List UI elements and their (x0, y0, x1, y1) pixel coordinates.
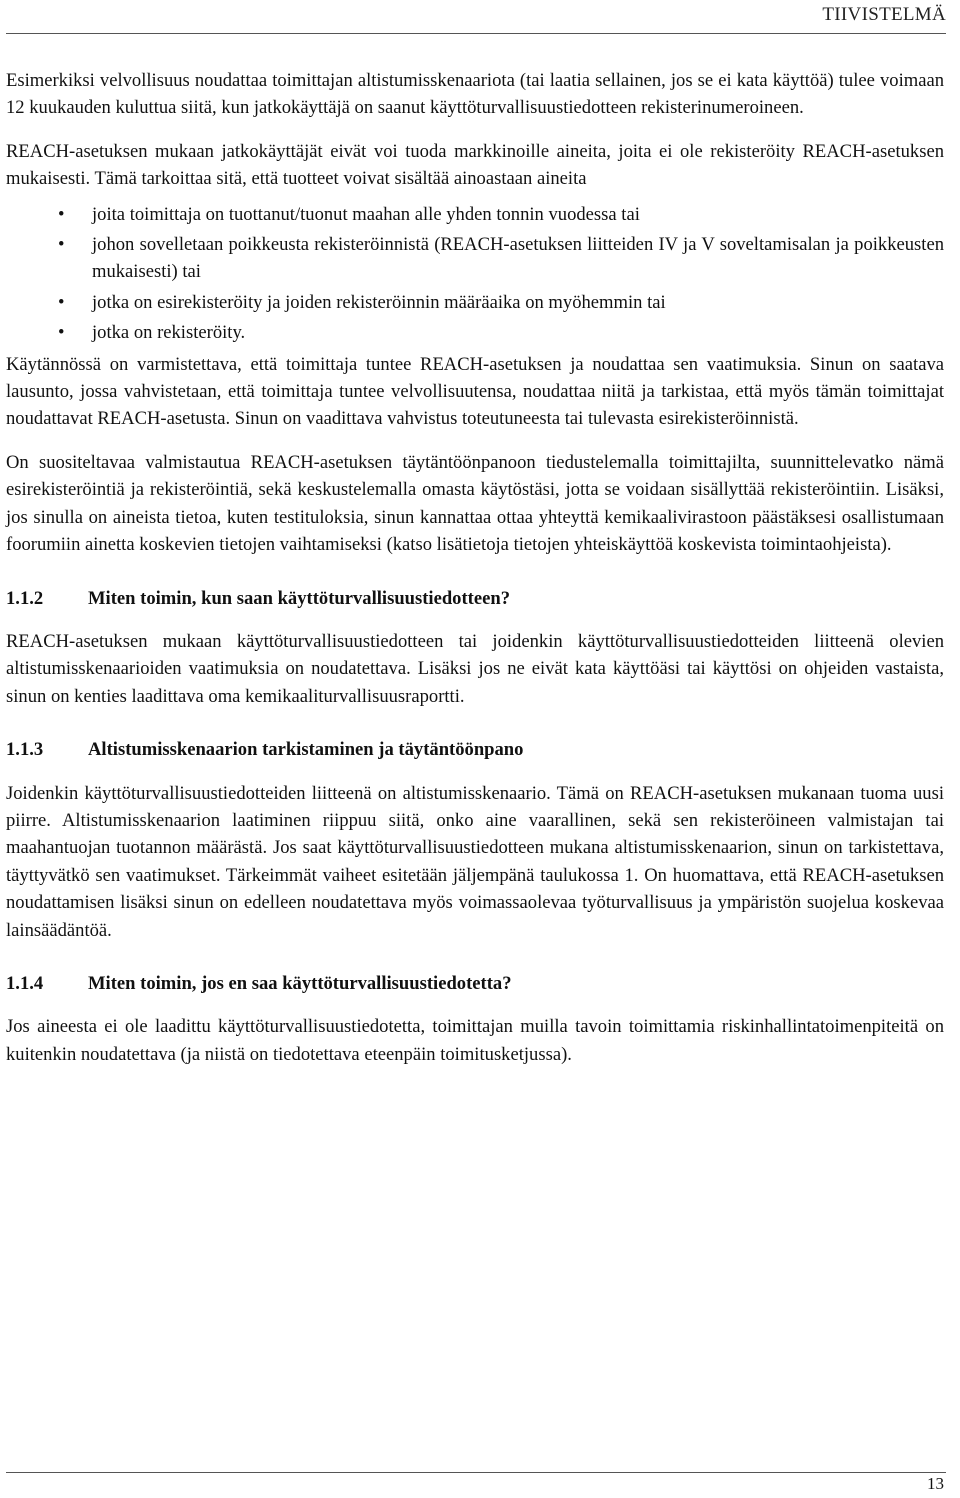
document-body (6, 67, 944, 1068)
list-item: • jotka on esirekisteröity ja joiden rekisteröinnin määräaika on myöhemmin tai (6, 289, 944, 316)
page-number: 13 (927, 1474, 944, 1493)
header-divider (6, 33, 946, 34)
section-heading-1-1-4 (6, 970, 944, 997)
section-title: Miten toimin, jos en saa käyttöturvallisuustiedotetta? (88, 972, 512, 994)
bullet-icon: • (58, 203, 65, 225)
footer-divider (6, 1472, 946, 1473)
bullet-icon: • (58, 291, 65, 313)
section-text-1-1-2: REACH-asetuksen mukaan käyttöturvallisuustiedotteen tai joidenkin käyttöturvallisuustiedotteiden liitteenä olevien altistumisskenaarioiden vaatimuksia on noudatettava. Lisäksi jos ne eivät kata käyttöäsi tai käyttösi on ohjeiden vastaista, sinun on kenties laadittava oma kemikaaliturvallisuusraportti. (6, 630, 944, 707)
section-number: 1.1.4 (6, 972, 44, 994)
section-heading-1-1-2 (6, 585, 944, 612)
section-text-1-1-4: Jos aineesta ei ole laadittu käyttöturvallisuustiedotetta, toimittajan muilla tavoin toimittamia riskinhallintatoimenpiteitä on kuitenkin noudatettava (ja niistä on tiedotettava eteenpäin toimitusketjussa). (6, 1016, 944, 1065)
list-item: • joita toimittaja on tuottanut/tuonut maahan alle yhden tonnin vuodessa tai (6, 201, 944, 228)
section-title: Altistumisskenaarion tarkistaminen ja täytäntöönpano (88, 739, 524, 761)
list-item: • jotka on rekisteröity. (6, 319, 944, 346)
bullet-list (6, 201, 944, 347)
section-number: 1.1.2 (6, 587, 44, 609)
section-heading-1-1-3 (6, 736, 944, 763)
paragraph-intro-1: Esimerkiksi velvollisuus noudattaa toimittajan altistumisskenaariota (tai laatia sellainen, jos se ei kata käyttöä) tulee voimaan 12 kuukauden kuluttua siitä, kun jatkokäyttäjä on saanut käyttöturvallisuustiedotteen rekisterinumeroineen. (6, 70, 944, 119)
paragraph-intro-3: Käytännössä on varmistettava, että toimittaja tuntee REACH-asetuksen ja noudattaa sen vaatimuksia. Sinun on saatava lausunto, jossa vahvistetaan, että toimittaja tuntee velvollisuutensa, noudattaa niitä ja tarkistaa, että myös tämän toimittajat noudattavat REACH-asetusta. Sinun on vaadittava vahvistus toteutuneesta tai tulevasta esirekisteröinnistä. (6, 353, 944, 430)
section-title: Miten toimin, kun saan käyttöturvallisuustiedotteen? (88, 587, 511, 609)
bullet-icon: • (58, 234, 65, 256)
paragraph-intro-4: On suositeltavaa valmistautua REACH-asetuksen täytäntöönpanoon tiedustelemalla toimittajilta, suunnittelevatko nämä esirekisteröintiä ja rekisteröintiä, sekä keskustelemalla omasta käytöstäsi, jotta se voidaan sisällyttää rekisteröintiin. Lisäksi, jos sinulla on aineista tietoa, kuten testituloksia, sinun kannattaa ottaa yhteyttä kemikaalivirastoon päästäksesi osallistumaan foorumiin ainetta koskevien tietojen vaihtamiseksi (katso lisätietoja tietojen yhteiskäyttöä koskevista toimintaohjeista). (6, 451, 944, 556)
paragraph-intro-2: REACH-asetuksen mukaan jatkokäyttäjät eivät voi tuoda markkinoille aineita, joita ei ole rekisteröity REACH-asetuksen mukaisesti. Tämä tarkoittaa sitä, että tuotteet voivat sisältää ainoastaan aineita (6, 140, 944, 190)
header-label: TIIVISTELMÄ (822, 4, 946, 25)
section-number: 1.1.3 (6, 739, 44, 761)
list-item: • johon sovelletaan poikkeusta rekisteröinnistä (REACH-asetuksen liitteiden IV ja V soveltamisalan ja poikkeusten mukaisesti) tai (6, 231, 944, 286)
bullet-icon: • (58, 322, 65, 344)
section-text-1-1-3: Joidenkin käyttöturvallisuustiedotteiden liitteenä on altistumisskenaario. Tämä on REACH-asetuksen mukanaan tuoma uusi piirre. Altistumisskenaarion laatiminen riippuu siitä, onko aine vaarallinen, sekä sen rekisteröineen valmistajan tai maahantuojan tuotannon määrästä. Jos saat käyttöturvallisuustiedotteen mukana altistumisskenaarion, sinun on tarkistettava, täyttyvätkö sen vaatimukset. Tärkeimmät vaiheet esitetään jäljempänä taulukossa 1. On huomattava, että REACH-asetuksen noudattamisen lisäksi sinun on edelleen noudatettava myös voimassaolevaa työturvallisuus ja ympäristön suojelua koskevaa lainsäädäntöä. (6, 782, 944, 941)
